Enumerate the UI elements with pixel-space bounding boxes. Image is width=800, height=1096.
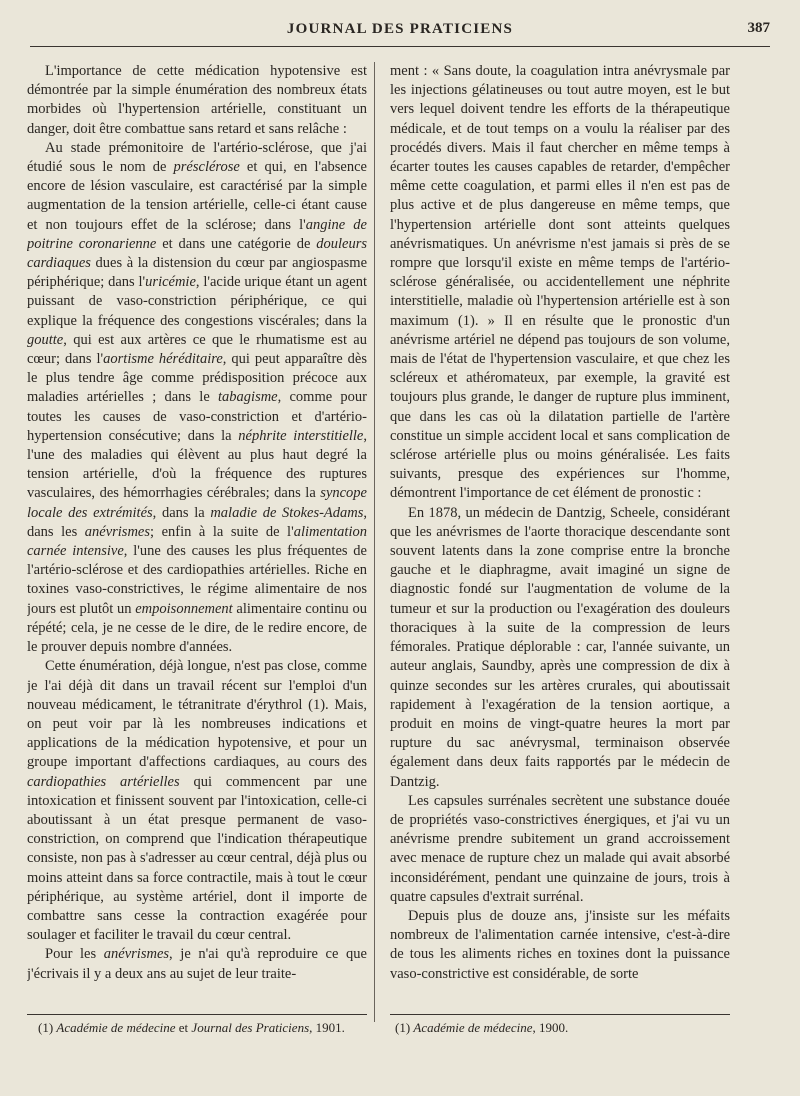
paragraph: ment : « Sans doute, la coagulation intra anévrysmale par les injections gélatineuses ou tout autre moyen, est le but vers lequel doivent tendre les efforts de la thérapeutique médicale, et de tout temps on a voulu la réaliser par des procédés divers. Mais il faut chercher en même temps à écarter toutes les causes capables de retarder, d'empêcher même cette coagulation, et parmi elles il n'en est pas de plus active et de plus dangereuse en même temps, que l'hypertension artérielle dont sont atteints quelques anévrismatiques. Un anévrisme n'est jamais si près de se rompre que lorsqu'il existe en même temps de l'artério-sclérose généralisée, ou accidentellement une néphrite interstitielle, maladie où l'hypertension artérielle est à son maximum (1). » Il en résulte que le pronostic d'un anévrisme artériel ne dépend pas toujours de son volume, mais de l'état de l'hypertension vasculaire, et que chez les scléreux et athéromateux, par exemple, la gravité est toujours plus grande, le danger de rupture plus imminent, que dans les cas où la dilatation partielle de l'artère constitue un simple accident local et sans complication de sclérose artérielle plus ou moins généralisée. Les faits suivants, presque des expériences sur l'homme, démontrent l'importance de cet élément de pronostic : (390, 63, 730, 502)
italic-term: angine de poitrine coronarienne (27, 216, 367, 252)
italic-term: tabagisme (218, 389, 278, 406)
italic-term: néphrite interstitielle (238, 427, 364, 444)
paragraph: En 1878, un médecin de Dantzig, Scheele, considérant que les anévrismes de l'aorte thoracique descendante sont souvent latents dans la zone comprise entre la bronche gauche et le diaphragme, avait imaginé un signe de diagnostic fondé sur l'augmentation de volume de la tumeur et sur la production ou l'exagération des douleurs thoraciques à la suite de la compression de leurs fémorales. Pratique déplorable : car, l'année suivante, un auteur anglais, Saundby, après une compression de dix à quinze secondes sur les artères crurales, qui aboutissait rapidement à l'exagération de la tension aortique, a produit en moins de vingt-quatre heures la mort par rupture du sac anévrysmal, terminaison observée également dans deux faits rapportés par le médecin de Dantzig. (390, 504, 730, 790)
italic-term: empoisonnement (135, 600, 233, 617)
paragraph: Les capsules surrénales secrètent une substance douée de propriétés vaso-constrictives énergiques, et j'ai vu un anévrisme prendre subitement un grand accroissement avec menace de rupture chez un malade qui avait absorbé inconsidérément, pendant une quinzaine de jours, trois à quatre capsules d'extrait surrénal. (390, 792, 730, 905)
paragraph: Cette énumération, déjà longue, n'est pas close, comme je l'ai déjà dit dans un travail récent sur l'emploi d'un nouveau médicament, le tétranitrate d'érythrol (1). Mais, on peut voir par là les nombreuses indications et applications de la médication hypotensive, et pour un groupe important d'affections cardiaques, au cours des cardiopathies artérielles qui commencent par une intoxication et finissent souvent par l'intoxication, celle-ci aboutissant à un état presque permanent de vaso-constriction, on comprend que l'indication thérapeutique consiste, non pas à s'adresser au cœur central, déjà plus ou moins atteint dans sa force contractile, mais à tout le cœur périphérique, au système artériel, dont il importe de combattre sans cesse la contraction exagérée pour soulager et faciliter le travail du cœur central. (27, 658, 367, 944)
italic-term: présclérose (173, 159, 240, 176)
right-column (390, 62, 730, 1008)
running-title: JOURNAL DES PRATICIENS (286, 21, 514, 37)
italic-term: alimentation carnée intensive (27, 523, 367, 560)
footnote-rule (390, 1014, 730, 1015)
italic-term: anévrismes (84, 523, 151, 540)
italic-term: anévrismes (103, 946, 170, 963)
column-divider (374, 62, 375, 1022)
paragraph: Pour les anévrismes, je n'ai qu'à reproduire ce que j'écrivais il y a deux ans au sujet de leur traite- (27, 946, 367, 982)
page-header (30, 18, 770, 47)
footnote-left: (1) Académie de médecine et Journal des Praticiens, 1901. (38, 1020, 345, 1035)
paragraph: Depuis plus de douze ans, j'insiste sur les méfaits nombreux de l'alimentation carnée intensive, c'est-à-dire de tous les aliments riches en toxines dont la puissance vaso-constrictive est considérable, de sorte (390, 907, 730, 982)
left-column (27, 62, 367, 1008)
italic-term: douleurs cardiaques (27, 235, 367, 272)
italic-term: syncope locale des extrémités (27, 485, 367, 521)
page-number: 387 (747, 20, 770, 36)
italic-term: uricémie (145, 274, 196, 291)
footnote-rule (27, 1014, 367, 1015)
italic-term: cardiopathies artérielles (27, 773, 180, 790)
italic-term: maladie de Stokes-Adams (210, 504, 364, 521)
paragraph: L'importance de cette médication hypotensive est démontrée par la simple énumération des nombreux états morbides où l'hypertension artérielle, constituant un danger, doit être combattue sans retard et sans relâche : (27, 63, 367, 137)
footnote-right: (1) Académie de médecine, 1900. (395, 1020, 569, 1035)
paragraph: Au stade prémonitoire de l'artério-sclérose, que j'ai étudié sous le nom de présclérose et qui, en l'absence encore de lésion vasculaire, est caractérisé par la simple augmentation de la tension artérielle, celle-ci étant cause et non toujours effet de la sclérose; dans l'angine de poitrine coronarienne et dans une catégorie de douleurs cardiaques dues à la distension du cœur par angiospasme périphérique; dans l'uricémie, l'acide urique étant un agent puissant de vaso-constriction périphérique, ce qui explique la fréquence des congestions viscérales; dans la goutte, qui est aux artères ce que le rhumatisme est au cœur; dans l'aortisme héréditaire, qui peut apparaître dès le plus tendre âge comme prédisposition précoce aux maladies artérielles ; dans le tabagisme, comme pour toutes les causes de vaso-constriction et d'artério-hypertension consécutive; dans la néphrite interstitielle, l'une des maladies qui élèvent au plus haut degré la tension artérielle, d'où la fréquence des ruptures vasculaires, des hémorrhagies cérébrales; dans la syncope locale des extrémités, dans la maladie de Stokes-Adams, dans les anévrismes; enfin à la suite de l'alimentation carnée intensive, l'une des causes les plus fréquentes de l'artério-sclérose et des cardiopathies artérielles. Riche en toxines vaso-constrictives, le régime alimentaire de nos jours est plutôt un empoisonnement alimentaire continu ou répété; cela, je ne cesse de le dire, de le redire encore, de le prouver depuis nombre d'années. (27, 139, 367, 656)
italic-term: aortisme héréditaire (103, 351, 223, 368)
italic-term: goutte (27, 331, 64, 348)
